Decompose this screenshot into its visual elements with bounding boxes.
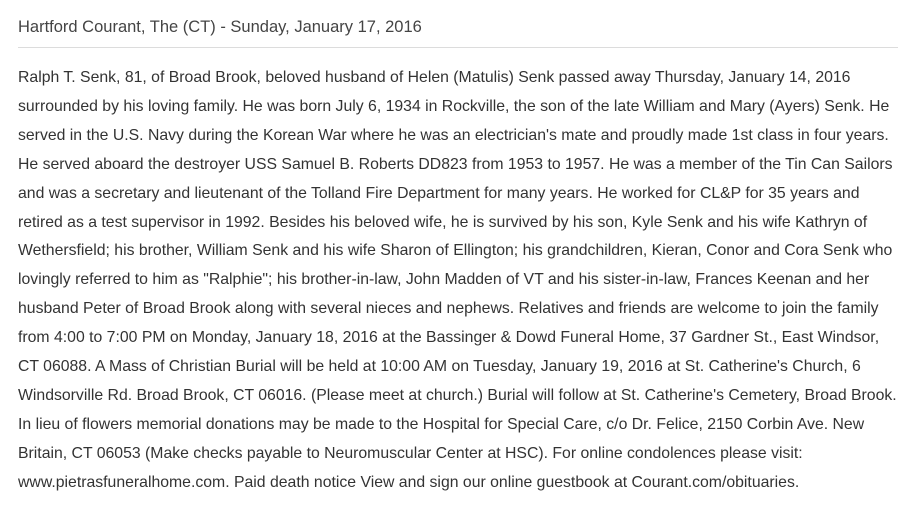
obituary-notice bbox=[18, 0, 898, 498]
obituary-body-text: Ralph T. Senk, 81, of Broad Brook, beloved husband of Helen (Matulis) Senk passed away Thursday, January 14, 2016 surrounded by his loving family. He was born July 6, 1934 in Rockville, the son of the late William and Mary (Ayers) Senk. He served in the U.S. Navy during the Korean War where he was an electrician's mate and proudly made 1st class in four years. He served aboard the destroyer USS Samuel B. Roberts DD823 from 1953 to 1957. He was a member of the Tin Can Sailors and was a secretary and lieutenant of the Tolland Fire Department for many years. He worked for CL&P for 35 years and retired as a test supervisor in 1992. Besides his beloved wife, he is survived by his son, Kyle Senk and his wife Kathryn of Wethersfield; his brother, William Senk and his wife Sharon of Ellington; his grandchildren, Kieran, Conor and Cora Senk who lovingly referred to him as "Ralphie"; his brother-in-law, John Madden of VT and his sister-in-law, Frances Keenan and her husband Peter of Broad Brook along with several nieces and nephews. Relatives and friends are welcome to join the family from 4:00 to 7:00 PM on Monday, January 18, 2016 at the Bassinger & Dowd Funeral Home, 37 Gardner St., East Windsor, CT 06088. A Mass of Christian Burial will be held at 10:00 AM on Tuesday, January 19, 2016 at St. Catherine's Church, 6 Windsorville Rd. Broad Brook, CT 06016. (Please meet at church.) Burial will follow at St. Catherine's Cemetery, Broad Brook. In lieu of flowers memorial donations may be made to the Hospital for Special Care, c/o Dr. Felice, 2150 Corbin Ave. New Britain, CT 06053 (Make checks payable to Neuromuscular Center at HSC). For online condolences please visit: www.pietrasfuneralhome.com. Paid death notice View and sign our online guestbook at Courant.com/obituaries. bbox=[18, 69, 897, 491]
publication-source-line: Hartford Courant, The (CT) - Sunday, January 17, 2016 bbox=[18, 0, 898, 48]
